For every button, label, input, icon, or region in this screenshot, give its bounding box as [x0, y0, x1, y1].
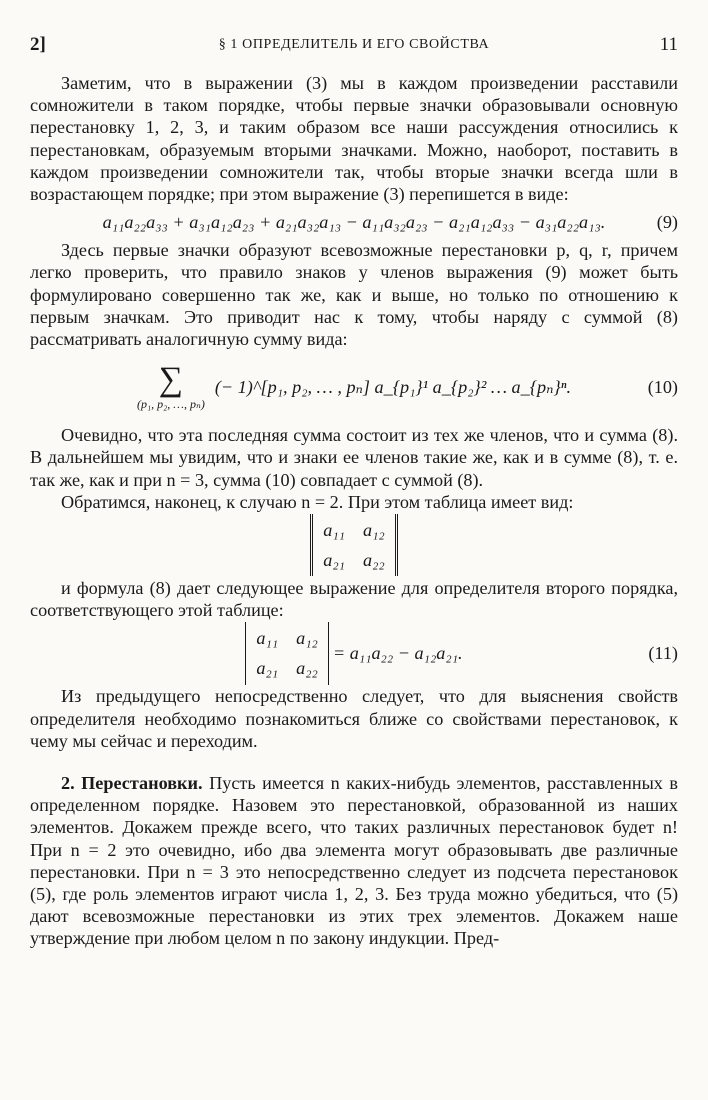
paragraph-2: Здесь первые значки образуют всевозможные перестановки p, q, r, причем легко проверить, что правило знаков у членов выражения (9) может быть формулировано совершенно так же, как и выше, но только по отношению к первым значкам. Это приводит нас к тому, чтобы наряду с суммой (8) рассматривать аналогичную сумму вида: [30, 240, 678, 350]
equation-10 [30, 350, 678, 424]
equation-9-expression: a₁₁a₂₂a₃₃ + a₃₁a₁₂a₂₃ + a₂₁a₃₂a₁₃ − a₁₁a₃₂a₂₃ − a₂₁a₁₂a₃₃ − a₃₁a₂₂a₁₃. [102, 212, 606, 233]
section-2-paragraph [30, 772, 678, 950]
det-cell-a12: a₁₂ [296, 628, 318, 649]
section-number: 2] [30, 34, 46, 55]
det-cell-a21: a₂₁ [256, 658, 279, 679]
page-number: 11 [659, 34, 678, 55]
paragraph-3: Очевидно, что эта последняя сумма состоит из тех же членов, что и сумма (8). В дальнейшем мы увидим, что и знаки ее членов такие же, как и в сумме (8), т. е. так же, как и при n = 3, сумма (10) совпадает с суммой (8). [30, 425, 678, 490]
matrix-cell-a11: a₁₁ [323, 519, 345, 540]
running-header [30, 34, 678, 58]
equation-10-body: (− 1)^[p₁, p₂, … , pₙ] a_{p₁}¹ a_{p₂}² … a_{pₙ}ⁿ. [214, 377, 572, 398]
running-title: § 1 ОПРЕДЕЛИТЕЛЬ И ЕГО СВОЙСТВА [218, 37, 490, 52]
equation-9-number: (9) [656, 212, 678, 233]
det-cell-a22: a₂₂ [296, 658, 318, 679]
equation-11-number: (11) [648, 643, 678, 664]
summation [137, 363, 205, 411]
page-body [30, 72, 678, 950]
det-cell-a11: a₁₁ [256, 628, 279, 649]
matrix-cell-a22: a₂₂ [363, 550, 385, 571]
paragraph-4: Обратимся, наконец, к случаю n = 2. При этом таблица имеет вид: [61, 491, 574, 512]
paragraph-7: Пусть имеется n каких-нибудь элементов, расставленных в определенном порядке. Назовем это перестановкой, образованной из наших элементов. Докажем прежде всего, что таких различных перестановок будет n! При n = 2 это очевидно, ибо два элемента могут образовывать две различные перестановки. При n = 3 это непосредственно следует из подсчета перестановок (5), где роль элементов играют числа 1, 2, 3. Без труда можно убедиться, что (5) дают всевозможные перестановки из этих трех элементов. Докажем наше утверждение при любом целом n по закону индукции. Пред- [30, 773, 679, 949]
matrix-table [30, 513, 678, 577]
paragraph-1: Заметим, что в выражении (3) мы в каждом произведении расставили сомножители в таком порядке, чтобы первые значки образовывали основную перестановку 1, 2, 3, и таким образом все наши рассуждения относились к перестановкам, образуемым вторыми значками. Можно, наоборот, поставить в каждом произведении сомножители так, чтобы вторые значки всегда шли в возрастающем порядке; при этом выражение (3) перепишется в виде: [30, 73, 678, 205]
summation-index: (p₁, p₂, …, pₙ) [136, 397, 205, 412]
equation-11-rhs: = a₁₁a₂₂ − a₁₂a₂₁. [332, 643, 463, 664]
sigma-symbol: ∑ [158, 361, 184, 399]
paragraph-6: Из предыдущего непосредственно следует, что для выяснения свойств определителя необходимо познакомиться ближе со свойствами перестановок, к чему мы сейчас и переходим. [30, 686, 678, 751]
matrix-cell-a21: a₂₁ [323, 550, 345, 571]
equation-9 [30, 205, 678, 239]
equation-10-number: (10) [647, 377, 678, 398]
paragraph-5: и формула (8) дает следующее выражение для определителя второго порядка, соответствующего этой таблице: [30, 578, 678, 621]
matrix-2x2 [310, 514, 398, 576]
determinant-2x2 [245, 622, 329, 684]
section-2-title: 2. Перестановки. [61, 773, 203, 794]
equation-11 [30, 621, 678, 685]
matrix-cell-a12: a₁₂ [363, 519, 385, 540]
